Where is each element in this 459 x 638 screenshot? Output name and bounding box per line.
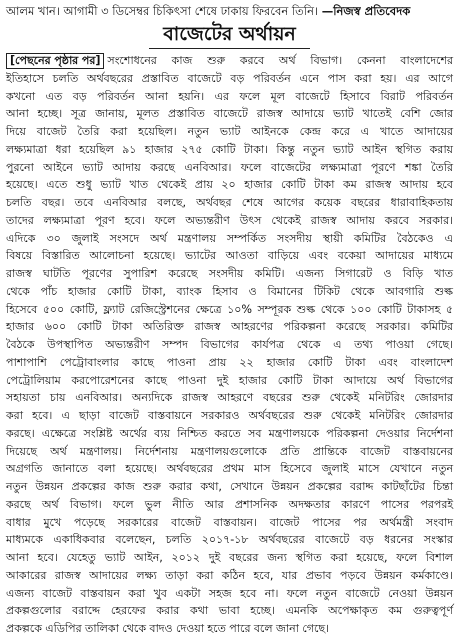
article-line: নতুন উন্নয়ন প্রকল্পের কাজ শুরু করার কথা, সেখানে উন্নয়ন প্রকল্পের বরাদ্দ কাটছাঁটের চিন্তা: [6, 480, 453, 493]
article-line: পুরনো আইনে ভ্যাট আদায় করছে এনবিআর। ফলে বাজেটের লক্ষ্যমাত্রা পূরণে শঙ্কা তৈরি: [6, 160, 453, 174]
byline: —নিজস্ব প্রতিবেদক: [321, 4, 411, 18]
article-line: পেট্রোলিয়াম করপোরেশনের কাছে পাওনা দুই হাজার কোটি টাকা আদায়ে অর্থ বিভাগের: [6, 373, 453, 387]
article-line: বাধার মুখে পড়েছে সরকারের বাজেট বাস্তবায়ন। বাজেট পাসের পর অর্থমন্ত্রী সংবাদ: [6, 515, 453, 529]
article-line: করা হবে। এ ছাড়া বাজেট বাস্তবায়নে সরকারও অর্থবছরের শুরু থেকেই মনিটরিং জোরদার: [6, 409, 453, 422]
article-line: বৈঠকে উপস্থাপিত অভ্যন্তরীণ সম্পদ বিভাগের কার্যপত্র থেকে এ তথ্য পাওয়া গেছে।: [6, 338, 453, 351]
article-line: আকারের রাজস্ব আদায়ের লক্ষ্য তাড়া করা কঠিন হবে, যার প্রভাব পড়বে উন্নয়ন কর্মকাণ্ডে।: [6, 568, 453, 582]
article-line: দিয়ে বাজেট তৈরি করা হয়েছিল। নতুন ভ্যাট আইনকে কেন্দ্র করে এ খাতে আদায়ের: [6, 125, 453, 138]
article-body: [6, 52, 453, 635]
article-line: এদিকে ৩০ জুলাই সংসদে অর্থ মন্ত্রণালয় সম্পর্কিত সংসদীয় স্থায়ী কমিটির বৈঠকেও এ: [6, 231, 453, 245]
headline: বাজেটের অর্থায়ন: [149, 20, 310, 49]
headline-container: [6, 20, 453, 50]
article-line: অগ্রগতি জানাতে বলা হয়েছে। অর্থবছরের প্রথম মাস হিসেবে জুলাই মাসে যেখানে নতুন: [6, 462, 453, 476]
article-line: করছে অর্থ বিভাগ। ফলে ভুল নীতি আর প্রশাসনিক অদক্ষতার কারণে পাসের পরপরই: [6, 497, 453, 511]
article-line: প্রকল্পকে এডিপির তালিকা থেকে বাদও দেওয়া হতে পারে বলে জানা গেছে।: [6, 622, 329, 635]
previous-story-tail: [6, 2, 453, 20]
article-line: বিষয়ে বিস্তারিত আলোচনা হয়েছে। ভ্যাটের আওতা বাড়িয়ে এবং বকেয়া আদায়ের মাধ্যমে: [6, 249, 453, 263]
article-line: এজন্য বাজেট বাস্তবায়ন করা খুব একটা সহজ হবে না। ফলে নতুন বাজেটে নেওয়া উন্নয়ন: [6, 586, 453, 600]
previous-story-text: আলম খান। আগামী ৩ ডিসেম্বর চিকিৎসা শেষে ঢাকায় ফিরবেন তিনি।: [6, 4, 319, 18]
article-line: দিয়েছে অর্থ মন্ত্রণালয়। নির্দেশনায় মন্ত্রণালয়গুলোকে প্রতি প্রান্তিকে বাজেট বাস্তবায়নের: [6, 444, 453, 458]
article-line: হাজার ৬০০ কোটি টাকা অতিরিক্ত রাজস্ব আহরণের পরিকল্পনা করেছে সরকার। কমিটির: [6, 320, 453, 334]
article-line: পাশাপাশি পেট্রোবাংলার কাছে পাওনা প্রায় ২২ হাজার কোটি টাকা এবং বাংলাদেশ: [6, 355, 453, 369]
article-line: করছে। এক্ষেত্রে সংশ্লিষ্ট অর্থের ব্যয় নিশ্চিত করতে সব মন্ত্রণালয়কে পরিকল্পনা দেওয়ার নির্দেশনা: [6, 426, 453, 440]
article-line: আনা হবে। যেহেতু ভ্যাট আইন, ২০১২ দুই বছরের জন্য স্থগিত করা হয়েছে, ফলে বিশাল: [6, 551, 453, 564]
continued-from-label: [পেছনের পৃষ্ঠার পর]: [6, 53, 104, 69]
article-line: চলতি বছর। তবে এনবিআর বলছে, অর্থবছর শেষে আগের কয়েক বছরের ধারাবাহিকতায়: [6, 196, 453, 209]
article-line: রাজস্ব ঘাটতি পূরণের সুপারিশ করেছে সংসদীয় কমিটি। এজন্য সিগারেট ও বিড়ি খাত: [6, 267, 453, 280]
article-line-text: সংশোধনের কাজ শুরু করবে অর্থ বিভাগ। কেননা বাংলাদেশের: [107, 54, 453, 67]
article-line: কখনো এত বড় পরিবর্তন আনা হয়নি। এর ফলে মূল বাজেটে হিসাবে বিরাট পরিবর্তন: [6, 89, 453, 103]
article-line: লক্ষ্যমাত্রা ধরা হয়েছিল ৯১ হাজার ২৭৫ কোটি টাকা। কিন্তু নতুন ভ্যাট আইন স্থগিত করায়: [6, 142, 453, 156]
article-line: আনা হচ্ছে। সূত্র জানায়, মূলত প্রস্তাবিত বাজেটে রাজস্ব আদায়ে ভ্যাট খাতেই বেশি জোর: [6, 107, 453, 121]
article-line: ইতিহাসে চলতি অর্থবছরের প্রস্তাবিত বাজেটে বড় পরিবর্তন এনে পাস করা হয়। এর আগে: [6, 71, 453, 85]
article-line: প্রকল্পগুলোর বরাদ্দে হেরফের করার কথা ভাবা হচ্ছে। এমনকি অপেক্ষাকৃত কম গুরুত্বপূর্ণ: [6, 604, 453, 618]
article-line: মাধ্যমকে একাধিকবার বলেছেন, চলতি ২০১৭-১৮ অর্থবছরের বাজেটে বড় ধরনের সংস্কার: [6, 533, 453, 547]
article-line: হয়েছে। এতে শুধু ভ্যাট খাত থেকেই প্রায় ২০ হাজার কোটি টাকা কম রাজস্ব আদায় হবে: [6, 178, 453, 192]
article-line: তাদের লক্ষ্যমাত্রা পূরণ হবে। ফলে অভ্যন্তরীণ উৎস থেকেই রাজস্ব আদায় করবে সরকার।: [6, 213, 453, 227]
article-line: থেকে পাঁচ হাজার কোটি টাকা, ব্যাংক হিসাব ও বিমানের টিকিট থেকে আবগারি শুল্ক: [6, 284, 453, 298]
article-line: [6, 52, 453, 70]
article-line: হিসেবে ৫০০ কোটি, ফ্ল্যাট রেজিস্ট্রেশনের ক্ষেত্রে ১০% সম্পূরক শুল্ক থেকে ১০০ কোটি টাকাসহ ৫: [6, 302, 453, 316]
article-line: সহায়তা চায় এনবিআর। অন্যদিকে রাজস্ব আহরণে বছরের শুরু থেকেই মনিটরিং জোরদার: [6, 391, 453, 405]
